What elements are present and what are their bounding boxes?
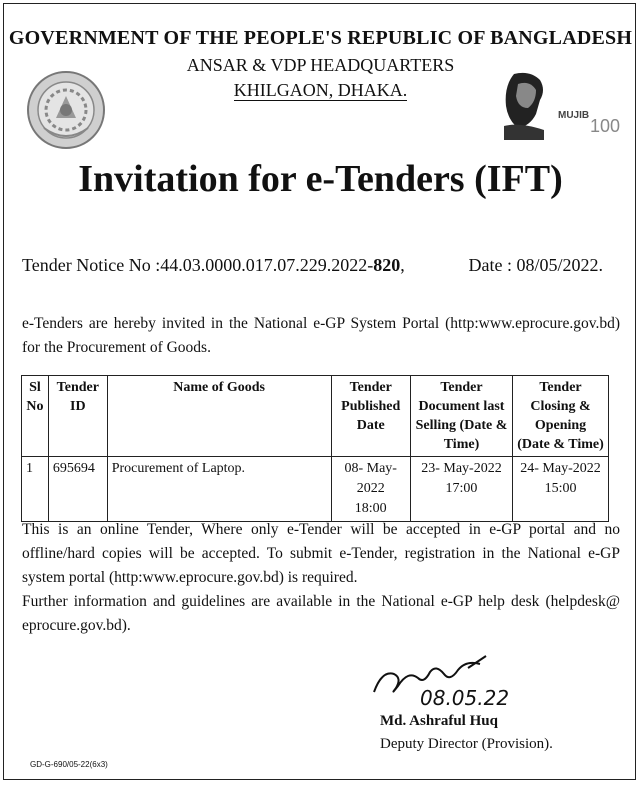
reference-code: GD-G-690/05-22(6x3) <box>30 760 108 769</box>
closing-time: 15:00 <box>544 481 577 496</box>
selling-time: 17:00 <box>445 481 478 496</box>
published-time: 18:00 <box>354 501 387 516</box>
cell-last-selling <box>410 457 512 522</box>
mujib-logo-text: MUJIB <box>558 110 590 121</box>
online-tender-paragraph: This is an online Tender, Where only e-Tender will be accepted in e-GP portal and no offline/hard copies will be accepted. To submit e-Tender, registration in the National e-GP system portal (http:www.eprocure.gov.bd) is required. <box>22 521 620 586</box>
cell-sl: 1 <box>22 457 49 522</box>
department-header: ANSAR & VDP HEADQUARTERS <box>186 55 455 75</box>
signer-designation: Deputy Director (Provision). <box>380 736 553 752</box>
table-row <box>22 457 609 522</box>
signature-date: 08.05.22 <box>420 686 510 710</box>
mujib-portrait-icon <box>500 70 604 140</box>
cell-tender-id: 695694 <box>48 457 107 522</box>
header-closing-opening: Tender Closing & Opening (Date & Time) <box>513 376 609 457</box>
header-name-of-goods: Name of Goods <box>107 376 331 457</box>
notice-date: Date : 08/05/2022. <box>468 255 603 275</box>
cell-closing <box>513 457 609 522</box>
tender-notice-number: Tender Notice No :44.03.0000.017.07.229.2022-820, <box>22 255 405 275</box>
ansar-vdp-emblem-icon <box>26 70 106 150</box>
closing-date: 24- May-2022 <box>520 461 601 476</box>
signer-name: Md. Ashraful Huq <box>380 713 498 729</box>
cell-goods: Procurement of Laptop. <box>107 457 331 522</box>
header-last-selling: Tender Document last Selling (Date & Time) <box>410 376 512 457</box>
government-header: GOVERNMENT OF THE PEOPLE'S REPUBLIC OF BANGLADESH <box>8 27 633 49</box>
helpdesk-paragraph: Further information and guidelines are available in the National e-GP help desk (helpdesk@ eprocure.gov.bd). <box>22 593 620 634</box>
selling-date: 23- May-2022 <box>421 461 502 476</box>
header-published-date: Tender Published Date <box>331 376 410 457</box>
page-title: Invitation for e-Tenders (IFT) <box>78 158 563 200</box>
location-header: KHILGAON, DHAKA. <box>233 80 408 100</box>
header-tender-id: Tender ID <box>48 376 107 457</box>
table-header-row <box>22 376 609 457</box>
cell-published <box>331 457 410 522</box>
header-sl-no: Sl No <box>22 376 49 457</box>
published-date: 08- May-2022 <box>344 461 397 496</box>
mujib-logo-number: 100 <box>590 116 621 136</box>
tender-table <box>21 375 609 522</box>
mujib-100-logo-icon <box>500 70 621 140</box>
intro-paragraph: e-Tenders are hereby invited in the National e-GP System Portal (http:www.eprocure.gov.bd) for the Procurement of Goods. <box>22 315 620 356</box>
